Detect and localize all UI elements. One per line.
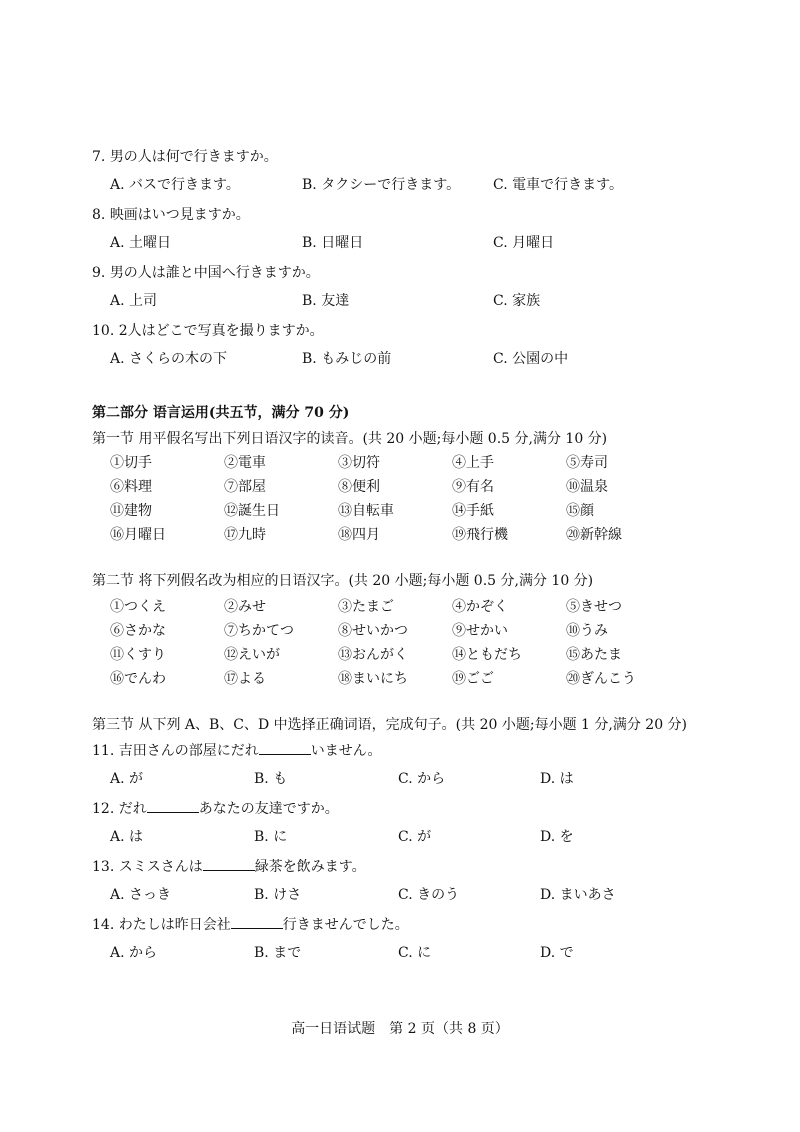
kanji-item: ⑩温泉 [566, 479, 608, 495]
question-8-options [110, 232, 730, 252]
kanji-item: ⑲飛行機 [452, 527, 508, 543]
option-c: C. 月曜日 [493, 235, 555, 251]
kanji-item: ⑪建物 [110, 503, 152, 519]
option-c: C. きのう [398, 887, 460, 903]
option-a: A. さくらの木の下 [110, 351, 228, 367]
option-d: D. を [540, 829, 574, 845]
option-a: A. は [110, 829, 144, 845]
option-c: C. 公園の中 [493, 351, 569, 367]
option-b: B. けさ [254, 887, 302, 903]
kana-item: ⑰よる [224, 671, 266, 687]
kanji-item: ⑧便利 [338, 479, 380, 495]
section2-row-2 [110, 620, 670, 640]
kana-item: ④かぞく [452, 599, 508, 615]
kana-item: ⑩うみ [566, 623, 608, 639]
kanji-item: ⑬自転車 [338, 503, 394, 519]
page-footer: 高一日语试题 第 2 页（共 8 页） [291, 1021, 509, 1037]
section1-row-2 [110, 476, 670, 496]
option-c: C. に [398, 945, 432, 961]
option-a: A. さっき [110, 887, 172, 903]
section1-row-1 [110, 452, 670, 472]
kana-item: ⑯でんわ [110, 671, 166, 687]
option-b: B. もみじの前 [302, 351, 392, 367]
question-11-options [110, 768, 730, 788]
section1-title: 第一节 用平假名写出下列日语汉字的读音。(共 20 小题;每小题 0.5 分,满分 10 分) [92, 431, 608, 447]
option-b: B. タクシーで行きます。 [302, 177, 461, 193]
kana-item: ⑫えいが [224, 647, 280, 663]
part2-heading: 第二部分 语言运用(共五节，满分 70 分) [92, 405, 350, 421]
kana-item: ①つくえ [110, 599, 166, 615]
kana-item: ⑳ぎんこう [566, 671, 636, 687]
option-b: B. まで [254, 945, 302, 961]
kana-item: ⑥さかな [110, 623, 166, 639]
question-7-options [110, 174, 730, 194]
kana-item: ⑮あたま [566, 647, 622, 663]
answer-blank [147, 800, 199, 813]
question-14-stem: 14. わたしは昨日会社 行きませんでした。 [92, 917, 409, 933]
section1-row-3 [110, 500, 670, 520]
answer-blank [203, 858, 255, 871]
kanji-item: ⑭手紙 [452, 503, 494, 519]
option-a: A. 上司 [110, 293, 158, 309]
answer-blank [259, 742, 311, 755]
question-9-stem: 9. 男の人は誰と中国へ行きますか。 [92, 265, 320, 281]
option-a: A. から [110, 945, 158, 961]
kanji-item: ⑯月曜日 [110, 527, 166, 543]
kana-item: ⑧せいかつ [338, 623, 408, 639]
kana-item: ⑤きせつ [566, 599, 622, 615]
question-14-options [110, 942, 730, 962]
option-b: B. も [254, 771, 288, 787]
question-9-options [110, 290, 730, 310]
option-b: B. 友達 [302, 293, 350, 309]
kana-item: ⑪くすり [110, 647, 166, 663]
option-d: D. まいあさ [540, 887, 616, 903]
option-a: A. 土曜日 [110, 235, 172, 251]
option-a: A. が [110, 771, 144, 787]
question-12-stem: 12. だれ あなたの友達ですか。 [92, 801, 339, 817]
kana-item: ⑱まいにち [338, 671, 408, 687]
question-13-stem: 13. スミスさんは 緑茶を飲みます。 [92, 859, 366, 875]
option-d: D. は [540, 771, 574, 787]
kana-item: ⑭ともだち [452, 647, 522, 663]
kanji-item: ⑤寿司 [566, 455, 608, 471]
kana-item: ⑨せかい [452, 623, 508, 639]
kanji-item: ⑱四月 [338, 527, 380, 543]
question-12-options [110, 826, 730, 846]
question-10-stem: 10. 2人はどこで写真を撮りますか。 [92, 323, 324, 339]
kana-item: ②みせ [224, 599, 266, 615]
question-7-stem: 7. 男の人は何で行きますか。 [92, 149, 278, 165]
option-c: C. が [398, 829, 432, 845]
kanji-item: ⑳新幹線 [566, 527, 622, 543]
section2-row-1 [110, 596, 670, 616]
kanji-item: ⑥料理 [110, 479, 152, 495]
section2-title: 第二节 将下列假名改为相应的日语汉字。(共 20 小题;每小题 0.5 分,满分 10 分) [92, 573, 594, 589]
kanji-item: ⑫誕生日 [224, 503, 280, 519]
option-c: C. 電車で行きます。 [493, 177, 623, 193]
section2-row-4 [110, 668, 670, 688]
option-b: B. に [254, 829, 288, 845]
kana-item: ③たまご [338, 599, 394, 615]
question-11-stem: 11. 吉田さんの部屋にだれ いません。 [92, 743, 382, 759]
kanji-item: ⑮顔 [566, 503, 594, 519]
question-13-options [110, 884, 730, 904]
kanji-item: ①切手 [110, 455, 152, 471]
section2-row-3 [110, 644, 670, 664]
question-8-stem: 8. 映画はいつ見ますか。 [92, 207, 250, 223]
kanji-item: ②電車 [224, 455, 266, 471]
answer-blank [231, 916, 283, 929]
option-d: D. で [540, 945, 574, 961]
section3-title: 第三节 从下列 A、B、C、D 中选择正确词语，完成句子。(共 20 小题;每小题 1 分,满分 20 分) [92, 717, 688, 733]
kanji-item: ⑰九時 [224, 527, 266, 543]
kana-item: ⑬おんがく [338, 647, 408, 663]
kanji-item: ④上手 [452, 455, 494, 471]
kanji-item: ③切符 [338, 455, 380, 471]
kana-item: ⑦ちかてつ [224, 623, 294, 639]
option-a: A. バスで行きます。 [110, 177, 240, 193]
question-10-options [110, 348, 730, 368]
kana-item: ⑲ごご [452, 671, 494, 687]
option-b: B. 日曜日 [302, 235, 364, 251]
option-c: C. から [398, 771, 446, 787]
kanji-item: ⑦部屋 [224, 479, 266, 495]
option-c: C. 家族 [493, 293, 541, 309]
section1-row-4 [110, 524, 670, 544]
kanji-item: ⑨有名 [452, 479, 494, 495]
